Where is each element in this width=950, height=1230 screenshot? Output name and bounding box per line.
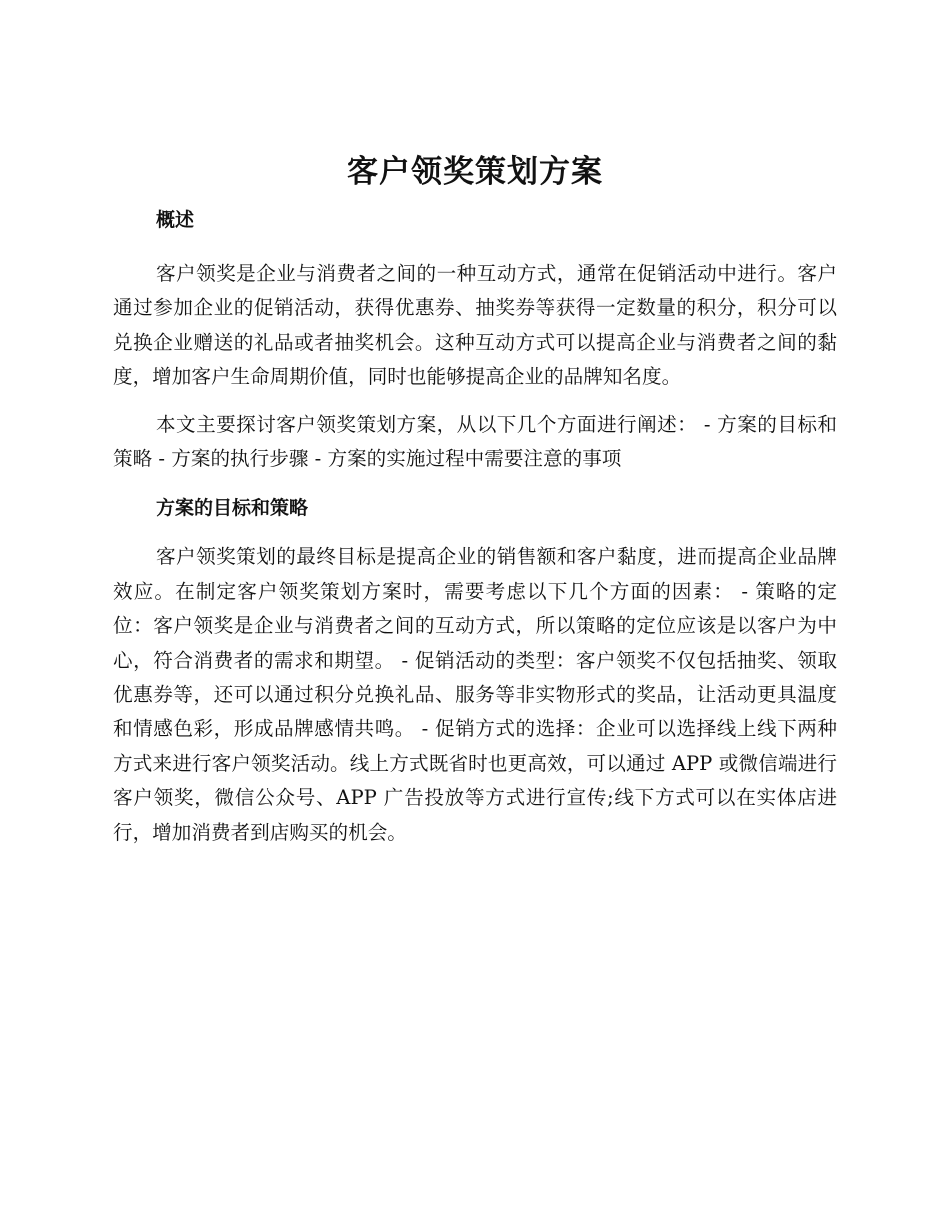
document-title: 客户领奖策划方案 (347, 154, 603, 190)
paragraph-overview-outline: 本文主要探讨客户领奖策划方案，从以下几个方面进行阐述： - 方案的目标和策略 - 方案的执行步骤 - 方案的实施过程中需要注意的事项 (113, 412, 837, 471)
section-overview (113, 201, 837, 476)
paragraph-goals-strategy: 客户领奖策划的最终目标是提高企业的销售额和客户黏度，进而提高企业品牌效应。在制定客户领奖策划方案时，需要考虑以下几个方面的因素： - 策略的定位：客户领奖是企业与消费者之间的互动方式，所以策略的定位应该是以客户为中心，符合消费者的需求和期望。 - 促销活动的类型：客户领奖不仅包括抽奖、领取优惠券等，还可以通过积分兑换礼品、服务等非实物形式的奖品，让活动更具温度和情感色彩，形成品牌感情共鸣。 - 促销方式的选择：企业可以选择线上线下两种方式来进行客户领奖活动。线上方式既省时也更高效，可以通过 APP 或微信端进行客户领奖，微信公众号、APP 广告投放等方式进行宣传;线下方式可以在实体店进行，增加消费者到店购买的机会。 (113, 545, 837, 844)
section-heading-goals-strategy: 方案的目标和策略 (156, 497, 309, 520)
document-body (113, 201, 837, 850)
section-goals-strategy (113, 489, 837, 850)
section-heading-overview: 概述 (156, 209, 195, 231)
paragraph-overview-intro: 客户领奖是企业与消费者之间的一种互动方式，通常在促销活动中进行。客户通过参加企业的促销活动，获得优惠券、抽奖券等获得一定数量的积分，积分可以兑换企业赠送的礼品或者抽奖机会。这种互动方式可以提高企业与消费者之间的黏度，增加客户生命周期价值，同时也能够提高企业的品牌知名度。 (113, 262, 837, 389)
